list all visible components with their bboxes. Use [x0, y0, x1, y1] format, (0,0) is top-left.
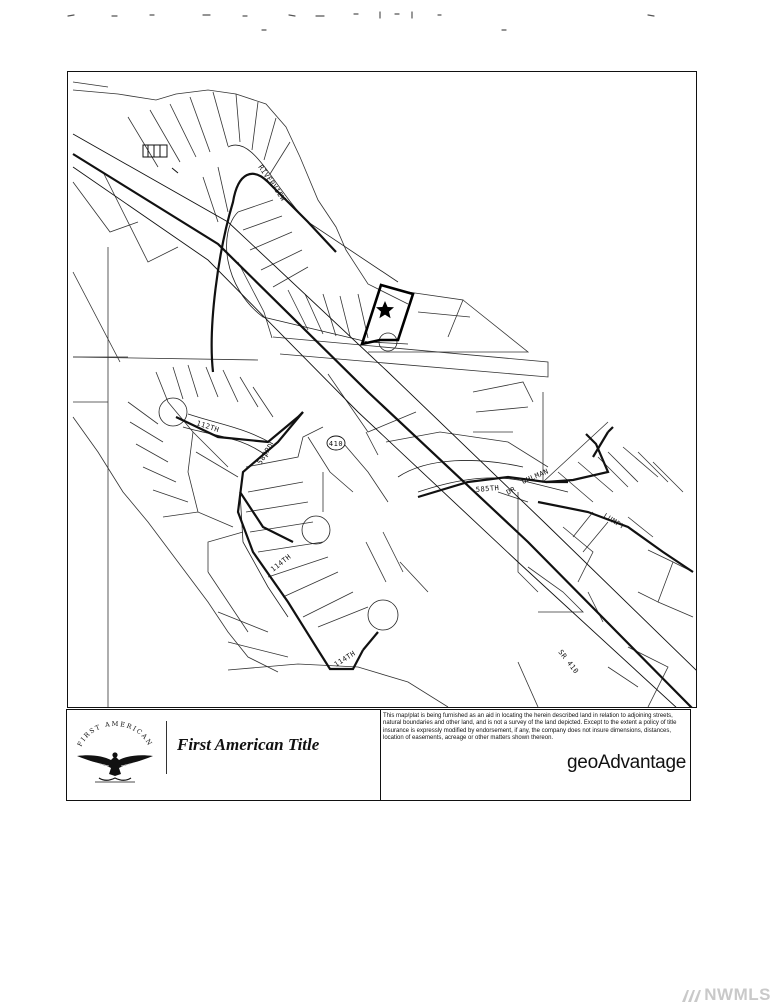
street-label-dr: DR	[505, 485, 518, 497]
street-label-112th: 112TH	[195, 419, 221, 435]
watermark-text: NWMLS	[704, 985, 771, 1004]
disclaimer-text: This map/plat is being furnished as an aid in locating the herein described land in relation to adjoining streets, natural boundaries and other land, and is not a survey of the land depicted. Except to the extent a policy of title insurance is expressly modified by endorsement, if any, the company does not insure dimensions, distances, location of easements, acreage or other matters shown thereon.	[383, 713, 677, 742]
scan-artifacts	[0, 0, 779, 40]
street-label-riverview: RIVERVIEW	[256, 163, 288, 203]
logo-divider	[166, 721, 167, 774]
street-label-lumpy: LUMPY	[601, 511, 627, 532]
product-name: geoAdvantage	[567, 752, 686, 773]
logo-arc-text: FIRST AMERICAN	[75, 720, 155, 748]
street-label-583rd: 583RD	[255, 441, 276, 467]
parcel-lines	[73, 82, 693, 707]
street-label-uhlman: UHLMAN	[520, 467, 550, 486]
logo-cell	[67, 710, 381, 800]
route-shield-number: 410	[328, 440, 344, 448]
plat-map	[67, 71, 697, 708]
star-icon	[376, 301, 394, 318]
nwmls-watermark	[680, 985, 771, 1005]
title-block	[66, 709, 691, 801]
street-label-114th-upper: 114TH	[269, 552, 293, 574]
highway-sr410	[73, 134, 697, 708]
route-410-shield	[327, 436, 345, 450]
nwmls-logo-icon	[680, 986, 702, 1004]
street-label-114th-lower: 114TH	[332, 649, 358, 669]
company-name: First American Title	[177, 735, 320, 754]
street-label-sr410: SR 410	[556, 648, 581, 676]
eagle-emblem-icon	[71, 720, 159, 790]
street-label-585th: 585TH	[475, 483, 500, 494]
svg-text:FIRST AMERICAN	[76, 720, 155, 748]
street-labels	[195, 164, 626, 676]
map-drawing	[68, 72, 697, 708]
